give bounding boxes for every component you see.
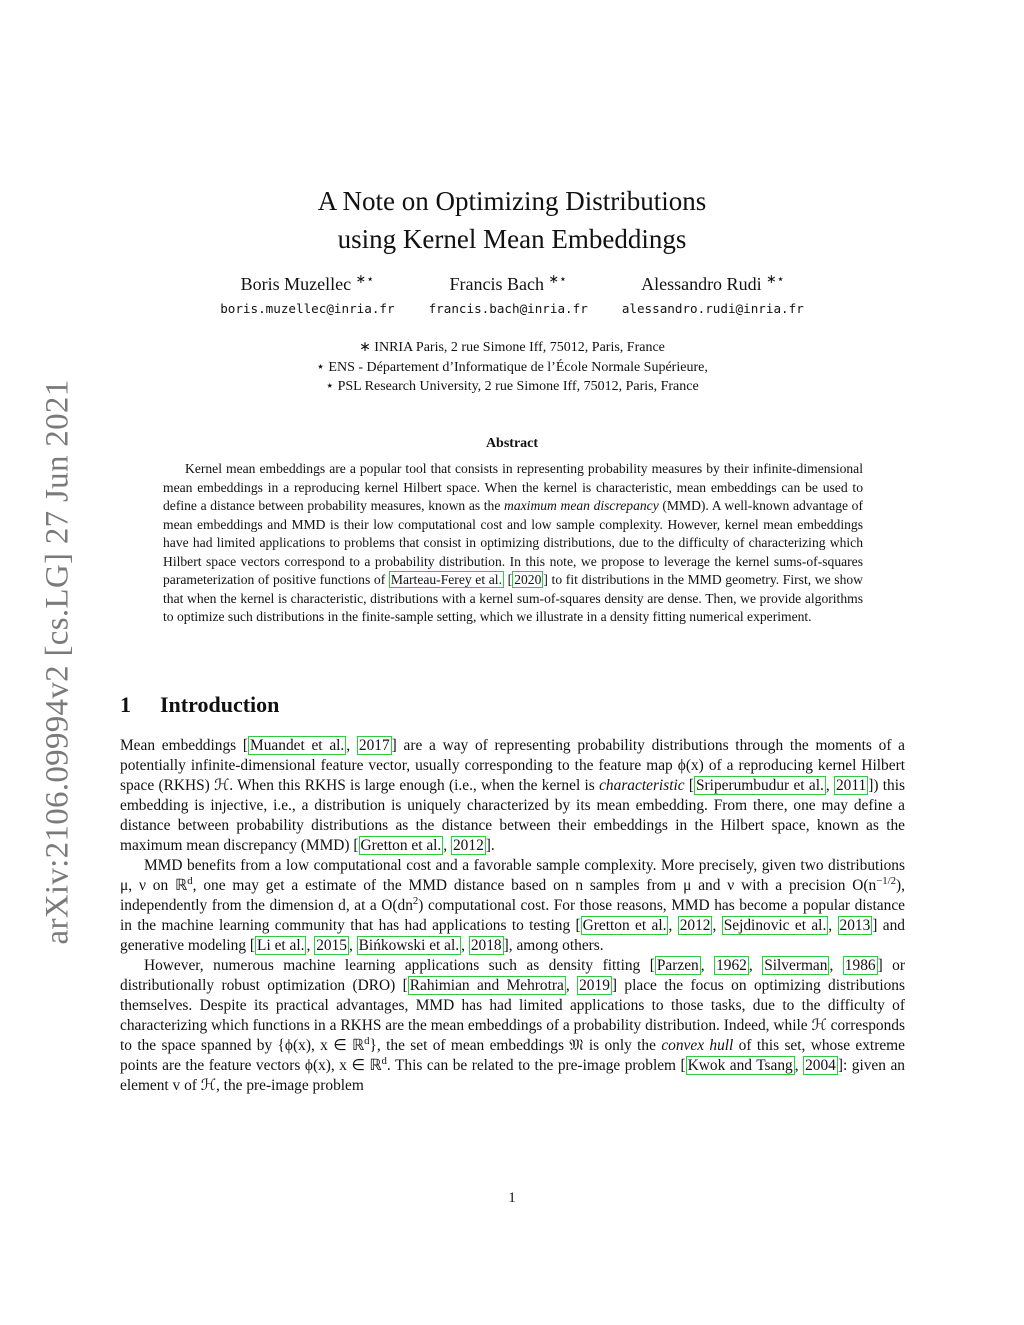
citation-year-link[interactable]: 2004 xyxy=(805,1057,836,1074)
title-line-1: A Note on Optimizing Distributions xyxy=(317,186,707,216)
text: [ xyxy=(684,777,694,794)
introduction-body xyxy=(120,736,905,1096)
emphasis: characteristic xyxy=(599,777,685,794)
citation-year-link[interactable]: 2020 xyxy=(514,572,542,587)
paragraph: MMD benefits from a low computational cost and a favorable sample complexity. More precisely, given two distributions μ, ν on ℝ$^d$, one may get a estimate of the MMD distance based on n samples from μ and ν with a precision $O(n^{-1/2})$, independently from the dimension d, at a $O(dn^2)$ computational cost. For those reasons, MMD has become a popular distance in the machine learning community that has had applications to testing [ Gretton et al. , 2012 , Sejdinovic et al. , 2013 ] and generative modeling [ Li et al. , 2015 , Bińkowski et al. , 2018 ], among others. xyxy=(120,857,906,954)
citation-link[interactable]: Marteau-Ferey et al. xyxy=(390,572,502,587)
text: , one may get a estimate of the MMD distance based on n samples from μ and ν with a precision O(n xyxy=(192,877,877,894)
text: However, numerous machine learning applications such as density fitting [ xyxy=(144,957,655,974)
citation-link[interactable]: Muandet et al. xyxy=(250,737,345,754)
paragraph: Mean embeddings [ Muandet et al. , 2017 ] are a way of representing probability distributions through the moments of a potentially infinite-dimensional feature vector, usually corresponding to the feature map ϕ(x) of a reproducing kernel Hilbert space (RKHS) ℋ. When this RKHS is large enough (i.e., when the kernel is characteristic [ Sriperumbudur et al. , 2011 ]) this embedding is injective, i.e., a distribution is uniquely characterized by its mean embedding. From there, one may define a distance between probability distributions as the distance between their embeddings in the Hilbert space, known as the maximum mean discrepancy (MMD) [ Gretton et al. , 2012 ]. xyxy=(120,737,906,854)
affiliation-line: ⋆ ENS - Département d’Informatique de l’École Normale Supérieure, xyxy=(316,359,708,375)
citation-link[interactable]: Gretton et al. xyxy=(360,837,442,854)
author-name: Boris Muzellec xyxy=(240,274,352,294)
citation-year-link[interactable]: 2017 xyxy=(358,737,390,754)
citation-link[interactable]: Kwok and Tsang xyxy=(687,1057,793,1074)
superscript: 2 xyxy=(412,894,419,907)
abstract-heading: Abstract xyxy=(485,436,539,451)
superscript: −1/2 xyxy=(876,874,897,887)
abstract-emphasis: maximum mean discrepancy xyxy=(504,498,659,513)
text: are a way of representing probability distributions through the moments of a potentially infinite-dimensional feature vector, usually corresponding to the feature map ϕ(x) of a reproducing kernel Hilbert space (RKHS) ℋ. When this RKHS is large enough (i.e., when the kernel is xyxy=(120,737,906,794)
text: . This can be related to the pre-image problem [ xyxy=(386,1057,686,1074)
author-marks: ∗⋆ xyxy=(548,272,567,286)
citation-year-link[interactable]: 2018 xyxy=(470,937,502,954)
citation-link[interactable]: Gretton et al. xyxy=(582,917,667,934)
superscript: d xyxy=(187,874,193,887)
author-name: Alessandro Rudi xyxy=(641,274,762,294)
text: , xyxy=(712,917,722,934)
author xyxy=(622,274,804,316)
text: ) computational cost. For those reasons, MMD has become a popular distance in the machine learning community that has had applications to testing [ xyxy=(120,897,905,934)
citation-link[interactable]: Parzen xyxy=(656,957,699,974)
affiliations xyxy=(0,338,1024,397)
citation-year-link[interactable]: 1962 xyxy=(716,957,747,974)
text: MMD benefits from a low computational cost and a favorable sample complexity. More precisely, given two distributions μ, ν on ℝ xyxy=(120,857,905,894)
paper-title xyxy=(0,182,1024,258)
text: of this set, whose extreme points are the feature vectors ϕ(x), x ∈ ℝ xyxy=(120,1037,905,1074)
author-marks: ∗⋆ xyxy=(766,272,785,286)
title-line-2: using Kernel Mean Embeddings xyxy=(337,224,687,254)
text: }, the set of mean embeddings 𝔐 is only the xyxy=(369,1037,662,1054)
page-number: 1 xyxy=(508,1190,516,1206)
text: ]. xyxy=(485,837,495,854)
superscript: d xyxy=(381,1054,387,1067)
text: ] or distributionally robust optimization (DRO) [ xyxy=(120,957,906,994)
author xyxy=(429,274,588,316)
abstract-text: (MMD). A well-known advantage of mean embeddings and MMD is their low computational cost and low sample complexity. However, kernel mean embeddings have had limited applications to problems that consist in optimizing distributions, due to the difficulty of characterizing which Hilbert space vectors correspond to a probability distribution. In this note, we propose to leverage the kernel sums-of-squares parameterization of positive functions of xyxy=(163,498,863,587)
citation-link[interactable]: Rahimian and Mehrotra xyxy=(409,977,564,994)
arxiv-identifier: arXiv:2106.09994v2 [cs.LG] 27 Jun 2021 xyxy=(39,379,76,945)
author-marks: ∗⋆ xyxy=(355,272,375,286)
author-list xyxy=(0,274,1024,316)
text: ] and generative modeling [ xyxy=(120,917,905,954)
text: ]: given an element v of ℋ, the pre-image problem xyxy=(120,1057,905,1094)
citation-year-link[interactable]: 2013 xyxy=(839,917,871,934)
abstract-body: Kernel mean embeddings are a popular tool that consists in representing probability measures by their infinite-dimensional mean embeddings in a reproducing kernel Hilbert space. When the kernel is characteristic, mean embeddings can be used to define a distance between probability measures, known as the maximum mean discrepancy (MMD). A well-known advantage of mean embeddings and MMD is their low computational cost and low sample complexity. However, kernel mean embeddings have had limited applications to problems that consist in optimizing distributions, due to the difficulty of characterizing which Hilbert space vectors correspond to a probability distribution. In this note, we propose to leverage the kernel sums-of-squares parameterization of positive functions of Marteau-Ferey et al. [ 2020 ] to fit distributions in the MMD geometry. First, we show that when the kernel is characteristic, distributions with a kernel sum-of-squares density are dense. Then, we provide algorithms to optimize such distributions in the finite-sample setting, which we illustrate in a density fitting numerical experiment. xyxy=(163,461,863,624)
citation-year-link[interactable]: 1986 xyxy=(844,957,876,974)
citation-link[interactable]: Sriperumbudur et al. xyxy=(696,777,824,794)
section-title: Introduction xyxy=(160,692,280,717)
author-email: boris.muzellec@inria.fr xyxy=(220,301,395,316)
text: , xyxy=(748,957,763,974)
text: ], among others. xyxy=(503,937,604,954)
superscript: d xyxy=(364,1034,370,1047)
text: ] place the focus on optimizing distributions themselves. Despite its practical advantages, MMD has had limited applications to those tasks, due to the difficulty of characterizing which functions in a RKHS are the mean embeddings of a probability distribution. Indeed, while ℋ corresponds to the space spanned by {ϕ(x), x ∈ ℝ xyxy=(120,977,905,1054)
paragraph: However, numerous machine learning applications such as density fitting [ Parzen , 1962 , Silverman , 1986 ] or distributionally robust optimization (DRO) [ Rahimian and Mehrotra , 2019 ] place the focus on optimizing distributions themselves. Despite its practical advantages, MMD has had limited applications to those tasks, due to the difficulty of characterizing which functions in a RKHS are the mean embeddings of a probability distribution. Indeed, while ℋ corresponds to the space spanned by {ϕ(x), x ∈ ℝ$^d$}, the set of mean embeddings 𝔐 is only the convex hull of this set, whose extreme points are the feature vectors ϕ(x), x ∈ ℝ$^d$. This can be related to the pre-image problem [ Kwok and Tsang , 2004 ]: given an element v of ℋ, the pre-image problem xyxy=(120,957,906,1094)
text: ]) this embedding is injective, i.e., a distribution is uniquely characterized by its mean embedding. From there, one may define a distance between probability distributions as the distance between their embeddings in the Hilbert space, known as the maximum mean discrepancy (MMD) [ xyxy=(120,777,905,854)
citation-year-link[interactable]: 2012 xyxy=(452,837,484,854)
author-name: Francis Bach xyxy=(449,274,544,294)
citation-year-link[interactable]: 2015 xyxy=(316,937,347,954)
affiliation-line: ⋆ PSL Research University, 2 rue Simone Iff, 75012, Paris, France xyxy=(325,379,699,394)
emphasis: convex hull xyxy=(661,1037,734,1054)
text: , xyxy=(348,937,357,954)
citation-link[interactable]: Bińkowski et al. xyxy=(358,937,460,954)
citation-link[interactable]: Sejdinovic et al. xyxy=(723,917,827,934)
abstract-text: to fit distributions in the MMD geometry. First, we show that when the kernel is characteristic, distributions with a kernel sum-of-squares density are dense. Then, we provide algorithms to optimize such distributions in the finite-sample setting, which we illustrate in a density fitting numerical experiment. xyxy=(163,572,863,624)
text: ), independently from the dimension d, at a O(dn xyxy=(120,877,906,914)
text: Mean embeddings xyxy=(120,737,243,754)
citation-year-link[interactable]: 2019 xyxy=(579,977,610,994)
citation-link[interactable]: Silverman xyxy=(764,957,828,974)
author xyxy=(220,274,394,316)
citation-year-link[interactable]: 2011 xyxy=(835,777,867,794)
author-email: alessandro.rudi@inria.fr xyxy=(621,301,804,316)
section-number: 1 xyxy=(120,692,131,717)
citation-link[interactable]: Li et al. xyxy=(257,937,305,954)
author-email: francis.bach@inria.fr xyxy=(428,301,588,316)
abstract-text: Kernel mean embeddings are a popular tool that consists in representing probability measures by their infinite-dimensional mean embeddings in a reproducing kernel Hilbert space. When the kernel is characteristic, mean embeddings can be used to define a distance between probability measures, known as the xyxy=(163,461,863,513)
section-heading xyxy=(120,692,279,718)
citation-year-link[interactable]: 2012 xyxy=(679,917,711,934)
affiliation-line: ∗ INRIA Paris, 2 rue Simone Iff, 75012, Paris, France xyxy=(359,340,665,355)
